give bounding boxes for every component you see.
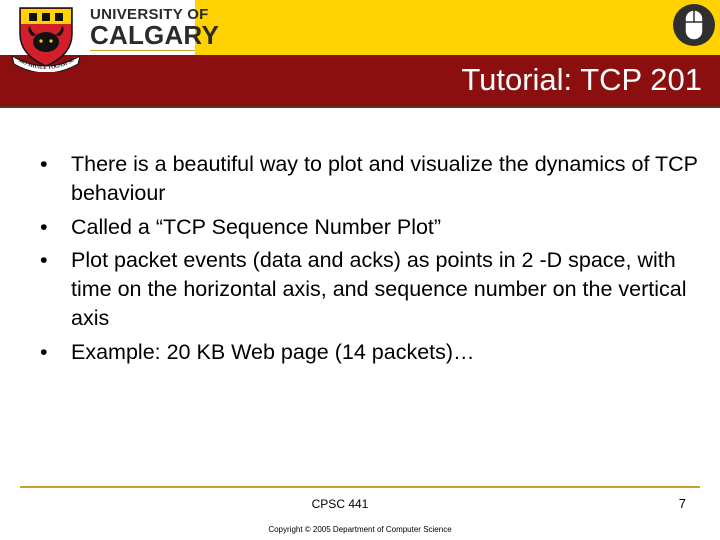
- slide-title: Tutorial: TCP 201: [461, 62, 702, 97]
- logo-line-2: CALGARY: [90, 20, 219, 50]
- university-wordmark: [90, 6, 219, 50]
- page-number: 7: [678, 496, 686, 511]
- footer-course: CPSC 441: [311, 497, 369, 511]
- bullet-marker: •: [40, 248, 48, 272]
- bullet-item: [40, 246, 700, 333]
- crest-motto: MO SHÙILE TOGAM SÙ: [17, 57, 76, 72]
- bullet-text: Plot packet events (data and acks) as points in 2 -D space, with time on the horizontal axis, and sequence number on the vertical axis: [71, 248, 687, 330]
- bullet-marker: •: [40, 152, 48, 176]
- bullet-text: Example: 20 KB Web page (14 packets)…: [71, 339, 475, 364]
- footer-copyright: Copyright © 2005 Department of Computer Science: [268, 525, 452, 534]
- bullet-marker: •: [40, 339, 48, 364]
- bullet-text: Called a “TCP Sequence Number Plot”: [71, 214, 442, 239]
- logo-underline: [90, 50, 195, 51]
- bullet-item: [40, 338, 700, 367]
- bullet-list: [40, 150, 700, 371]
- title-band-underline: [0, 106, 720, 108]
- university-crest-icon: [10, 4, 82, 72]
- bullet-text: There is a beautiful way to plot and visualize the dynamics of TCP behaviour: [71, 152, 698, 205]
- header-gold-bar: [195, 0, 720, 55]
- bullet-marker: •: [40, 214, 48, 239]
- logo-line-1: UNIVERSITY OF: [90, 6, 209, 23]
- bullet-item: [40, 213, 700, 242]
- footer-divider: [20, 486, 700, 488]
- mouse-icon: [671, 2, 717, 48]
- bullet-item: [40, 150, 700, 208]
